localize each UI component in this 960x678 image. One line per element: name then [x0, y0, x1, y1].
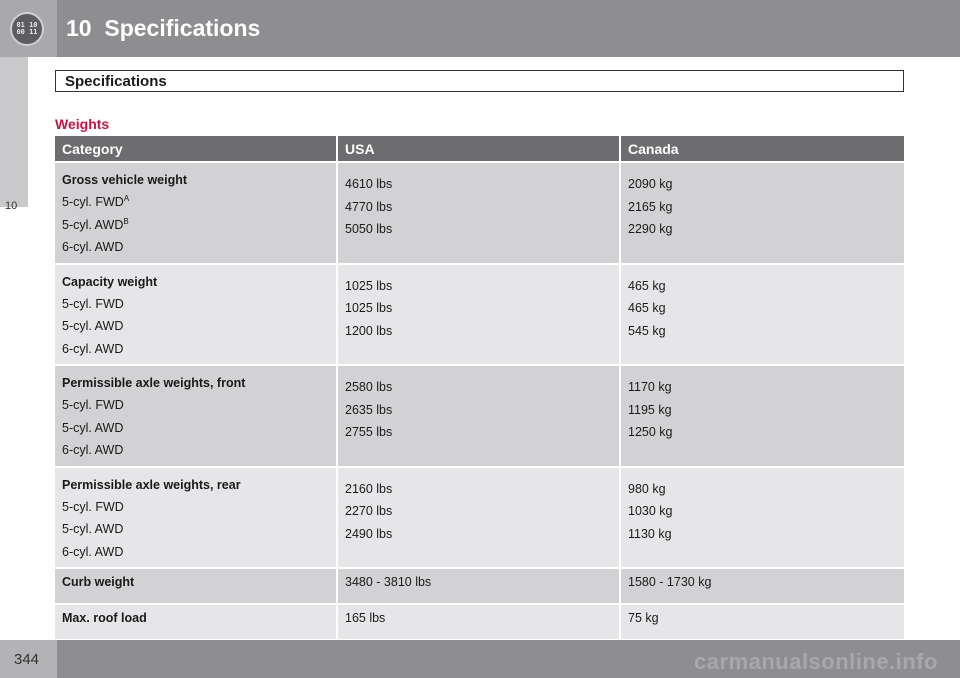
usa-value: 2490 lbs — [345, 526, 393, 541]
usa-cell — [338, 364, 621, 466]
footnote-marker: B — [123, 216, 129, 226]
chapter-title: 10 Specifications — [66, 15, 261, 41]
variant-name: 5-cyl. FWD — [62, 499, 124, 514]
table-row — [55, 603, 904, 639]
weights-subheading: Weights — [55, 116, 110, 132]
variant-line — [62, 496, 329, 519]
usa-value: 2755 lbs — [345, 425, 393, 439]
variant-name: 5-cyl. AWD — [62, 522, 124, 536]
variant-name: 5-cyl. FWD — [62, 195, 124, 209]
column-header-usa: USA — [338, 136, 621, 161]
variant-name: 6-cyl. AWD — [62, 544, 124, 559]
variant-line — [62, 338, 329, 361]
footer-tab — [0, 640, 57, 678]
column-header-canada: Canada — [621, 136, 904, 161]
canada-value: 465 kg — [628, 278, 666, 293]
usa-value: 165 lbs — [338, 603, 621, 639]
section-title-box — [55, 70, 904, 92]
category-cell — [55, 466, 338, 568]
group-label: Capacity weight — [62, 274, 158, 289]
variant-line — [62, 236, 329, 259]
variant-name: 5-cyl. AWD — [62, 420, 124, 435]
footnote-marker: A — [123, 193, 130, 203]
variant-name: 6-cyl. AWD — [62, 240, 124, 254]
canada-value: 1130 kg — [628, 526, 672, 541]
canada-value: 1195 kg — [628, 402, 672, 417]
table-row — [55, 466, 904, 568]
usa-value: 1200 lbs — [345, 323, 393, 338]
category-cell — [55, 567, 338, 603]
section-title: Specifications — [65, 73, 167, 90]
canada-value: 2090 kg — [628, 177, 673, 191]
canada-value: 1580 - 1730 kg — [621, 567, 904, 603]
usa-value: 5050 lbs — [345, 222, 393, 236]
variant-name: 6-cyl. AWD — [62, 341, 124, 356]
table-row — [55, 263, 904, 365]
variant-line — [62, 191, 329, 214]
side-tab-label: 10 — [5, 200, 18, 212]
variant-name: 5-cyl. FWD — [62, 296, 124, 311]
group-label: Permissible axle weights, front — [62, 376, 246, 390]
usa-cell — [338, 466, 621, 568]
single-label: Max. roof load — [62, 611, 147, 625]
table-row — [55, 364, 904, 466]
variant-name: 5-cyl. AWD — [62, 217, 124, 232]
canada-cell — [621, 263, 904, 365]
canada-cell — [621, 161, 904, 263]
page-number: 344 — [14, 651, 40, 668]
canada-value: 545 kg — [628, 323, 666, 338]
chapter-side-tab — [0, 57, 28, 212]
usa-value: 1025 lbs — [345, 278, 393, 293]
page-footer — [0, 640, 960, 678]
canada-value: 1030 kg — [628, 504, 673, 518]
table-row — [55, 567, 904, 603]
usa-value: 4610 lbs — [345, 177, 393, 191]
variant-line — [62, 518, 329, 541]
variant-name: 5-cyl. AWD — [62, 319, 124, 333]
table-header-row — [55, 136, 904, 161]
usa-value: 1025 lbs — [345, 301, 393, 315]
binary-logo-icon — [10, 12, 44, 46]
category-cell — [55, 263, 338, 365]
usa-value: 2580 lbs — [345, 380, 393, 394]
watermark: carmanualsonline.info — [694, 649, 938, 674]
header-tab — [0, 0, 57, 57]
canada-value: 1250 kg — [628, 425, 673, 439]
canada-cell — [621, 364, 904, 466]
canada-value: 980 kg — [628, 481, 666, 496]
category-cell — [55, 161, 338, 263]
table-body — [55, 161, 904, 639]
usa-value: 4770 lbs — [345, 199, 393, 214]
chapter-header — [0, 0, 960, 57]
variant-line — [62, 541, 329, 564]
variant-line — [62, 417, 329, 440]
usa-value: 2270 lbs — [345, 504, 393, 518]
canada-value: 1170 kg — [628, 380, 672, 394]
usa-value: 2635 lbs — [345, 402, 393, 417]
canada-value: 75 kg — [621, 603, 904, 639]
table-row — [55, 161, 904, 263]
variant-line — [62, 315, 329, 338]
usa-cell — [338, 161, 621, 263]
usa-value: 3480 - 3810 lbs — [338, 567, 621, 603]
canada-value: 2290 kg — [628, 222, 673, 236]
canada-value: 465 kg — [628, 301, 666, 315]
category-cell — [55, 603, 338, 639]
weights-table — [55, 136, 904, 639]
group-label: Permissible axle weights, rear — [62, 477, 241, 492]
variant-line — [62, 394, 329, 417]
variant-line — [62, 293, 329, 316]
usa-value: 2160 lbs — [345, 481, 393, 496]
column-header-category: Category — [55, 136, 338, 161]
logo-text: 01 10 00 11 — [16, 21, 38, 36]
canada-cell — [621, 466, 904, 568]
category-cell — [55, 364, 338, 466]
canada-value: 2165 kg — [628, 199, 673, 214]
variant-line — [62, 439, 329, 462]
variant-line — [62, 214, 329, 237]
usa-cell — [338, 263, 621, 365]
variant-name: 6-cyl. AWD — [62, 443, 124, 457]
single-label: Curb weight — [62, 575, 135, 589]
group-label: Gross vehicle weight — [62, 173, 188, 187]
variant-name: 5-cyl. FWD — [62, 398, 124, 412]
